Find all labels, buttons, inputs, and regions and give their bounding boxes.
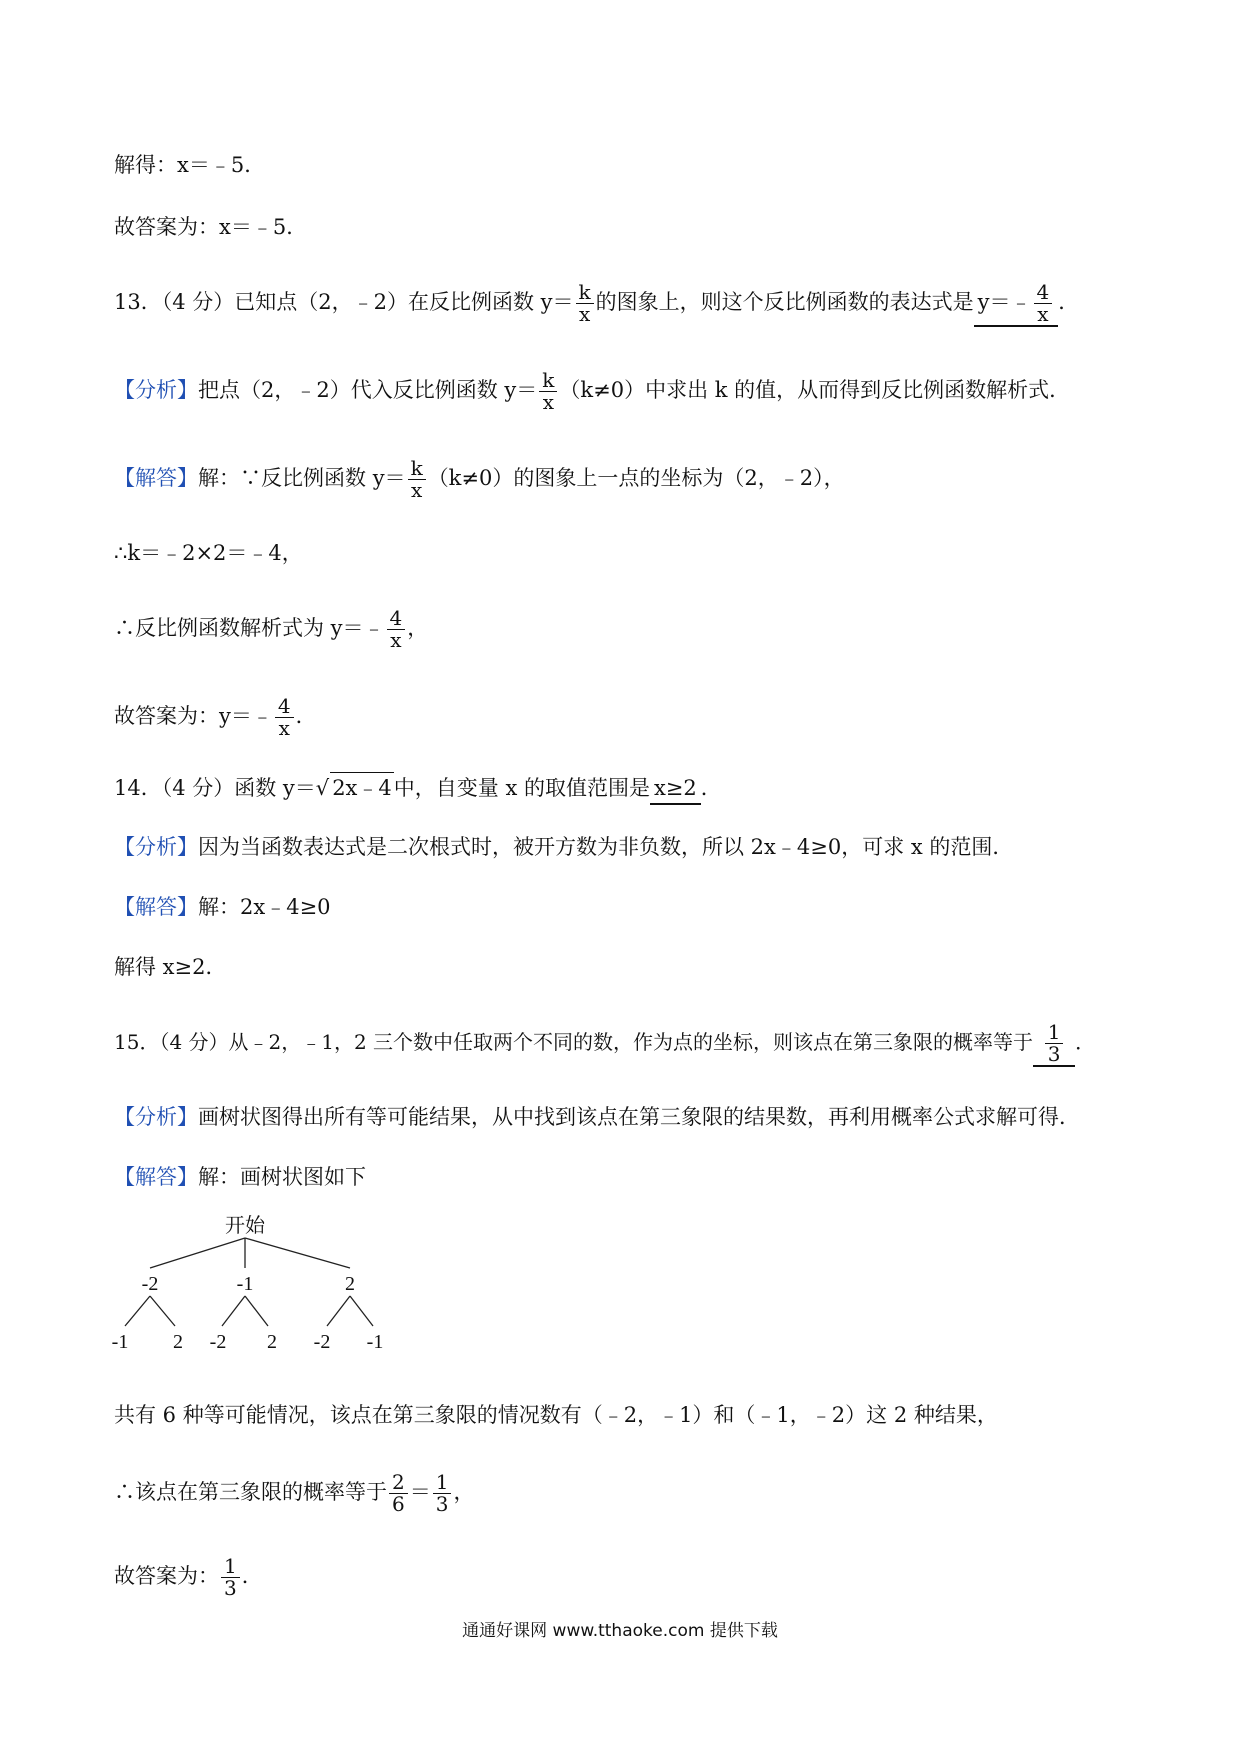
step-14-1: 解得 x≥2． (114, 955, 227, 979)
step-15-2: ∴该点在第三象限的概率等于 $\frac{2}{6}$ ＝ $\frac{1}{3}$ ， (114, 1470, 475, 1516)
solution-15: 【解答】解：画树状图如下 (114, 1165, 366, 1189)
step-15-1: 共有 6 种等可能情况，该点在第三象限的情况数有（﹣2，﹣1）和（﹣1，﹣2）这 2 种结果， (114, 1403, 998, 1427)
solution-line: 解得：x＝﹣5． (114, 153, 266, 177)
tree-diagram (100, 1210, 400, 1370)
sqrt-radicand: 2x﹣4 (330, 772, 394, 803)
fraction-k-over-x: $\frac{k}{x}$ (576, 282, 594, 325)
analysis-15: 【分析】画树状图得出所有等可能结果，从中找到该点在第三象限的结果数，再利用概率公式求解可得． (114, 1105, 1080, 1129)
solution-13: 【解答】解：∵反比例函数 y＝ $\frac{k}{x}$ （k≠0）的图象上一点的坐标为（2，﹣2）， (114, 456, 845, 502)
final-15: 故答案为： $\frac{1}{3}$ ． (114, 1554, 263, 1600)
tree-node-l1: 2 (345, 1273, 355, 1295)
tree-node-l1: -1 (236, 1273, 254, 1295)
answer-blank: x≥2 (650, 773, 701, 805)
tree-node-l2: -1 (111, 1331, 129, 1353)
answer-blank: $\frac{1}{3}$ (1033, 1022, 1075, 1067)
solution-14: 【解答】解：2x﹣4≥0 (114, 895, 331, 919)
question-13: 13．（4 分）已知点（2，﹣2）在反比例函数 y＝ $\frac{k}{x}$ 的图象上，则这个反比例函数的表达式是 y＝﹣ $\frac{4}{x}$ ． (114, 280, 1080, 326)
question-15: 15．（4 分）从﹣2，﹣1，2 三个数中任取两个不同的数，作为点的坐标，则该点在第三象限的概率等于 $\frac{1}{3}$ ． (114, 1020, 1096, 1066)
tree-node-l1: -2 (141, 1273, 159, 1295)
tree-node-l2: -1 (366, 1331, 384, 1353)
tree-node-l2: -2 (209, 1331, 227, 1353)
question-14: 14．（4 分）函数 y＝√ 2x﹣4中，自变量 x 的取值范围是 x≥2 ． (114, 772, 722, 805)
tree-node-l2: 2 (267, 1331, 277, 1353)
tree-node-l2: 2 (173, 1331, 183, 1353)
final-13: 故答案为：y＝﹣ $\frac{4}{x}$ ． (114, 694, 317, 740)
tree-node-l2: -2 (313, 1331, 331, 1353)
page-footer: 通通好课网 www.tthaoke.com 提供下载 (462, 1621, 778, 1641)
tree-root: 开始 (225, 1215, 265, 1237)
answer-line: 故答案为：x＝﹣5． (114, 215, 308, 239)
analysis-14: 【分析】因为当函数表达式是二次根式时，被开方数为非负数，所以 2x﹣4≥0，可求 x 的范围． (114, 835, 1014, 859)
step-13-1: ∴k＝﹣2×2＝﹣4， (114, 541, 303, 565)
step-13-2: ∴反比例函数解析式为 y＝﹣ $\frac{4}{x}$ ， (114, 606, 429, 652)
answer-blank: y＝﹣ $\frac{4}{x}$ (974, 282, 1059, 327)
analysis-13: 【分析】把点（2，﹣2）代入反比例函数 y＝ $\frac{k}{x}$ （k≠0）中求出 k 的值，从而得到反比例函数解析式． (114, 368, 1071, 414)
